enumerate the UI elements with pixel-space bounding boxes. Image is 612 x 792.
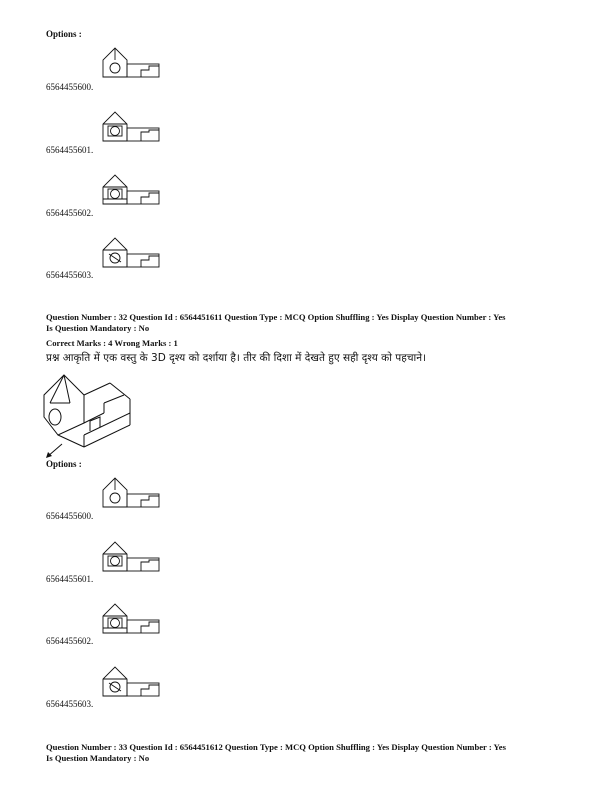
option-id: 6564455603. bbox=[46, 270, 94, 280]
question-header: Question Number : 33 Question Id : 6564451612 Question Type : MCQ Option Shuffling : Yes Display Question Number : Yes bbox=[46, 742, 506, 752]
question-text: प्रश्न आकृति में एक वस्तु के 3D दृश्य को दर्शाया है। तीर की दिशा में देखते हुए सही दृश्य को पहचाने। bbox=[46, 352, 427, 364]
option-view-icon bbox=[101, 110, 163, 144]
option-id: 6564455601. bbox=[46, 574, 94, 584]
view-arrow-icon bbox=[44, 442, 64, 460]
option-view-icon bbox=[101, 476, 163, 510]
option-view-icon bbox=[101, 46, 163, 80]
option-id: 6564455602. bbox=[46, 208, 94, 218]
option-view-icon bbox=[101, 173, 163, 207]
option-id: 6564455602. bbox=[46, 636, 94, 646]
option-id: 6564455603. bbox=[46, 699, 94, 709]
question-header: Question Number : 32 Question Id : 6564451611 Question Type : MCQ Option Shuffling : Yes Display Question Number : Yes bbox=[46, 312, 506, 322]
option-view-icon bbox=[101, 665, 163, 699]
question-mandatory: Is Question Mandatory : No bbox=[46, 753, 150, 763]
option-view-icon bbox=[101, 236, 163, 270]
option-id: 6564455601. bbox=[46, 145, 94, 155]
options-label: Options : bbox=[46, 459, 82, 469]
options-label: Options : bbox=[46, 29, 82, 39]
question-marks: Correct Marks : 4 Wrong Marks : 1 bbox=[46, 338, 178, 348]
option-id: 6564455600. bbox=[46, 511, 94, 521]
option-view-icon bbox=[101, 540, 163, 574]
option-view-icon bbox=[101, 602, 163, 636]
option-id: 6564455600. bbox=[46, 82, 94, 92]
question-mandatory: Is Question Mandatory : No bbox=[46, 323, 150, 333]
